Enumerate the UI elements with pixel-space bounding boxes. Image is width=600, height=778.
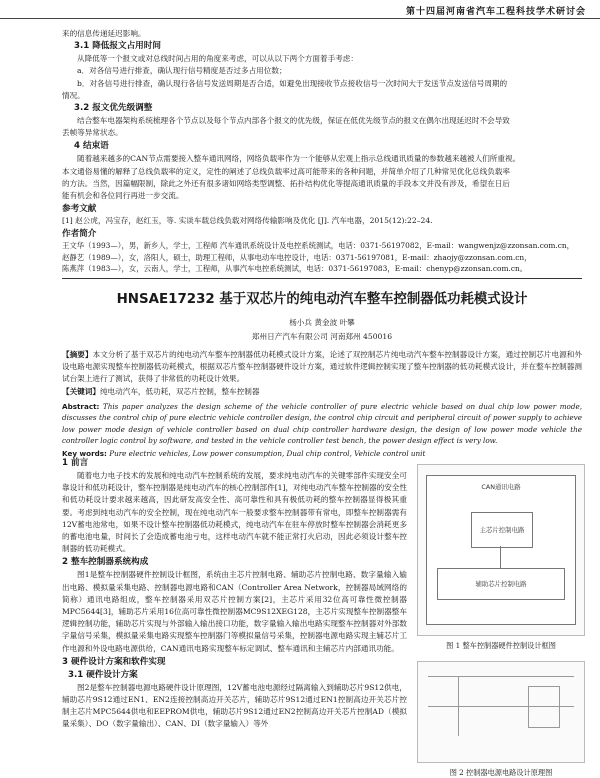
section-3-1-hw-title: 3.1 硬件设计方案 xyxy=(68,669,138,680)
keywords-label: 【关键词】 xyxy=(62,386,100,396)
figure-1 xyxy=(417,464,585,636)
section-1-title: 1 前言 xyxy=(62,458,89,468)
reference-1: [1] 赵公虎，冯宝存，赵红玉，等. 实谈车载总线负载对网络传输影响及优化 [J]. 汽车电器，2015(12):22–24. xyxy=(62,216,433,226)
fig1-main-chip-box: 主芯片控制电路 xyxy=(471,512,533,548)
s32-line-2: 丢帧等异常状态。 xyxy=(62,128,123,138)
cn-keywords xyxy=(62,386,582,398)
s1-text: 随着电力电子技术的发展和纯电动汽车控制系统的发展，要求纯电动汽车的关键零部件实现安全可靠设计和低功耗设计，整车控制器是纯电动汽车的核心控制部件[1]，对纯电动汽车整车控制器的安全性和低功耗设计要求越来越高，因此研发高安全性、高可靠性和具有极低功耗的整车控制器显得极其重要。考虑到纯电动汽车的安全控制，现在纯电动汽车一般要求整车控制器带有常电，即整车控制器需有12V蓄电池常电，如果不设计整车控制器低功耗模式，纯电动汽车在驻车停放时整车控制器会消耗更多的蓄电池电量，时间长了会造成蓄电池亏电，这样电动汽车就不能正常打火启动，因此必须设计整车控制器的低功耗模式。 xyxy=(62,471,407,554)
figure-2 xyxy=(417,661,585,763)
cn-abstract xyxy=(62,349,582,386)
s4-line-2: 本文通俗易懂的解释了总线负载率的定义，定性的阐述了总线负载率过高可能带来的各种问题，并简单介绍了几种常见优化总线负载率 xyxy=(62,166,511,176)
fig2-line-1 xyxy=(428,676,574,677)
left-column xyxy=(62,456,407,731)
s32-line-1: 结合整车电器架构系统梳理各个节点以及每个节点内部各个报文的优先级，保证在低优先级节点的报文在偶尔出现延迟时不会导致 xyxy=(77,116,510,126)
section-3-2-title: 3.2 报文优先级调整 xyxy=(74,103,153,114)
section-3-1-title: 3.1 降低报文占用时间 xyxy=(74,41,161,52)
en-keywords-label: Key words: xyxy=(62,448,107,458)
s4-line-1: 随着越来越多的CAN节点需要接入整车通讯网络，网络负载率作为一个能够从宏观上指示总线通讯质量的参数越来越被人们所重视。 xyxy=(77,154,521,164)
author-bio-title: 作者简介 xyxy=(62,229,97,240)
header-rule xyxy=(0,18,600,19)
fig2-component xyxy=(528,686,560,728)
s31-line-3: b．对各信号进行排查，确认现行各信号发送周期是否合适，如避免出现接收节点接收信号一次时间大于发送节点发送信号周期的 xyxy=(77,78,508,88)
s31-line-1: 从降低等一个报文或对总线时间占用的角度来考虑，可以从以下两个方面着手考虑： xyxy=(77,54,358,64)
intro-line: 来的信息传递延迟影响。 xyxy=(62,29,146,38)
s2-text: 图1是整车控制器硬件控制设计框图，系统由主芯片控制电路、辅助芯片控制电路、数字量输入输出电路、模拟量采集电路、控制器电源电路和CAN（Controller Area Network，控制器局域网络的简称）通讯电路组成，整车控制器采用双芯片控制方案[2]，主芯片采用32位高可靠性微控制器MPC5644[3]，辅助芯片采用16位高可靠性微控制器MC9S12XEG128，主芯片实现整车控制器整车逻辑控制功能，辅助芯片实现与外部输入输出接口功能，数字量输入输出电路实现整车控制器对外部数字量信号采集，模拟量采集电路实现整车控制器门等模拟量信号采集，控制器电源电路实现主辅芯片工作电源和外设电路电源供给，CAN通讯电路实现整车标定调试、整车通讯和主辅芯片内部通讯功能。 xyxy=(62,570,407,653)
paper-title: HNSAE17232 基于双芯片的纯电动汽车整车控制器低功耗模式设计 xyxy=(116,291,528,307)
fig1-can-label: CAN通讯电路 xyxy=(481,483,521,491)
s31-hw-text: 图2是整车控制器电源电路硬件设计原理图，12V蓄电池电源经过隔离输入到辅助芯片9S12供电，辅助芯片9S12通过EN1、EN2连接控制高边开关芯片，辅助芯片9S12通过EN1控制高边开关芯片控制主芯片MPC5644供电和EEPROM供电，辅助芯片9S12通过EN2控制高边开关芯片控制AD（模拟量采集）、DO（数字量输出）、CAN、DI（数字量输入）等外 xyxy=(62,682,407,729)
en-keywords-text: Pure electric vehicles, Low power consumption, Dual chip control, Vehicle control unit xyxy=(109,448,426,458)
references-title: 参考文献 xyxy=(62,204,97,215)
s31-line-2: a．对各信号进行排查，确认现行信号精度是否过多占用位数； xyxy=(77,66,287,76)
keywords-text: 纯电动汽车，低功耗，双芯片控制，整车控制器 xyxy=(99,386,260,396)
section-2-title: 2 整车控制器系统构成 xyxy=(62,557,149,568)
en-abstract xyxy=(62,401,582,447)
abstract-label: 【摘要】 xyxy=(62,349,93,359)
journal-header: 第十四届河南省汽车工程科技学术研讨会 xyxy=(405,7,586,17)
en-abstract-label: Abstract: xyxy=(62,401,100,411)
paper-authors: 杨小兵 黄金波 叶攀 xyxy=(289,317,355,327)
fig1-connector xyxy=(500,546,501,568)
section-4-title: 4 结束语 xyxy=(74,141,109,152)
fig1-outer-box xyxy=(426,475,576,625)
figure-1-caption: 图 1 整车控制器硬件控制设计框图 xyxy=(446,641,556,650)
en-abstract-text: This paper analyzes the design scheme of the vehicle controller of pure electric vehicle based on dual chip low power mode, discusses the control chip of pure electric vehicle controller design, the control chip circuit and peripheral circuit of power supply to achieve low power mode design of vehicle controller based on dual chip controller hardware design, the design of low power mode vehicle the controller logic control by software, and tested in the vehicle controller test bench, the power design effect is very low. xyxy=(62,401,582,446)
author-row-2: 赵静艺（1989—），女，洛阳人，硕士，助理工程师，从事电动车电控设计，电话：0371-56197081，E-mail：zhaojy@zzonsan.com.cn， xyxy=(62,252,532,262)
abstract-text: 本文分析了基于双芯片的纯电动汽车整车控制器低功耗模式设计方案，论述了双控制芯片纯电动汽车整车控制器设计方案，通过控制芯片电源和外设电路电源实现整车控制器低功耗模式，根据双芯片整车控制器硬件设计方案，通过软件逻辑控制实现了整车控制器的低功耗模式设计，并在整车控制器测试台架上进行了测试，获得了非常低的功耗设计效果。 xyxy=(62,349,582,384)
section-3-title: 3 硬件设计方案和软件实现 xyxy=(62,656,166,667)
upper-content xyxy=(62,28,582,459)
figure-2-caption: 图 2 控制器电源电路设计原理图 xyxy=(449,768,553,777)
body-two-column xyxy=(62,456,582,777)
fig2-line-3 xyxy=(458,676,459,736)
fig1-aux-chip-box: 辅助芯片控制电路 xyxy=(437,568,565,600)
s4-line-4: 能有机会和各位同行再进一步交流。 xyxy=(62,191,184,201)
right-column xyxy=(417,464,585,778)
s4-line-3: 的方法。当然，因篇幅限制，除此之外还有很多诸如网络类型调整、拓扑结构优化等提高通讯质量的手段本文并没有涉及，希望在日后 xyxy=(62,178,511,188)
paper-affiliation: 郑州日产汽车有限公司 河南郑州 450016 xyxy=(251,331,393,341)
s31-line-4: 情况。 xyxy=(62,90,85,100)
section-divider xyxy=(62,278,582,279)
author-row-3: 陈燕萍（1983—），女，云南人，学士，工程师，从事汽车电控系统测试，电话：0371-56197083，E-mail：chenyp@zzonsan.com.cn。 xyxy=(62,264,528,274)
author-row-1: 王文华（1993—），男，新乡人，学士，工程师 汽车通讯系统设计及电控系统测试，电话：0371-56197082，E-mail：wangwenjz@zzonsan.com.cn， xyxy=(62,241,574,251)
